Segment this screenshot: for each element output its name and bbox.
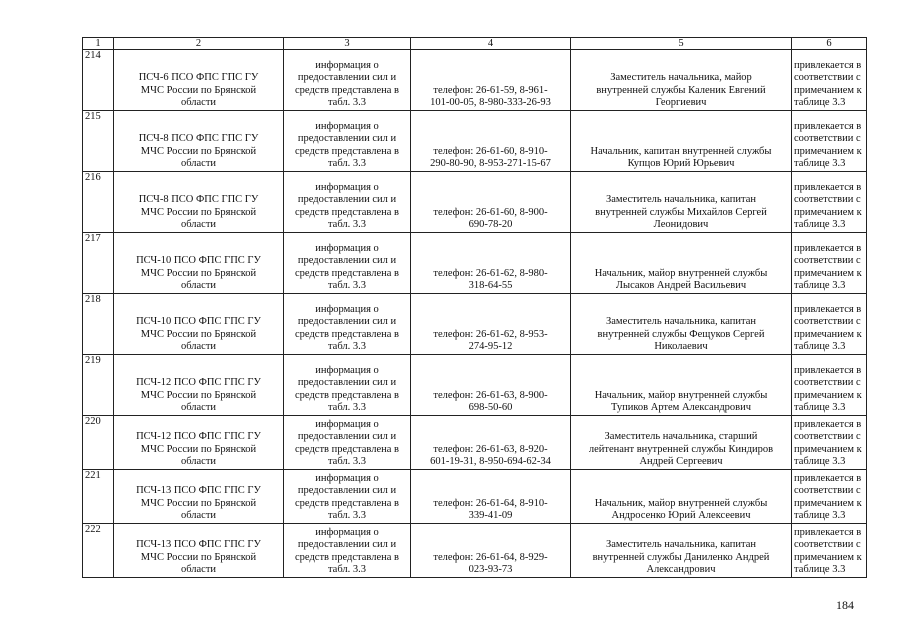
text-line: привлекается в	[794, 242, 862, 254]
text-line: информация о	[315, 120, 379, 132]
text-line: 318-64-55	[468, 280, 513, 292]
text-line: внутренней службы Даниленко Андрей	[592, 551, 770, 563]
text-line: соответствии с	[794, 485, 861, 497]
note-cell	[792, 50, 867, 111]
text-line: области	[180, 158, 217, 170]
text-line: Начальник, майор внутренней службы	[594, 497, 768, 509]
text-line: табл. 3.3	[327, 402, 367, 414]
row-number: 222	[83, 524, 114, 578]
column-header: 5	[571, 38, 792, 50]
table-row	[83, 416, 867, 470]
text-line: Заместитель начальника, старший	[604, 431, 758, 443]
text-line: ПСЧ-12 ПСО ФПС ГПС ГУ	[136, 431, 261, 443]
text-line: привлекается в	[794, 59, 862, 71]
text-line: телефон: 26-61-60, 8-910-	[433, 145, 548, 157]
official-cell	[571, 111, 792, 172]
row-number: 218	[83, 294, 114, 355]
text-line: МЧС России по Брянской	[140, 328, 257, 340]
note-cell	[792, 111, 867, 172]
text-line: МЧС России по Брянской	[140, 206, 257, 218]
text-line: ПСЧ-10 ПСО ФПС ГПС ГУ	[136, 316, 261, 328]
text-line: привлекается в	[794, 181, 862, 193]
info-cell	[284, 172, 411, 233]
column-header: 2	[114, 38, 284, 50]
unit-cell	[114, 50, 284, 111]
text-line: табл. 3.3	[327, 341, 367, 353]
text-line: таблице 3.3	[794, 158, 846, 170]
text-line: привлекается в	[794, 364, 862, 376]
text-line: соответствии с	[794, 316, 861, 328]
text-line: МЧС России по Брянской	[140, 389, 257, 401]
text-line: примечанием к	[794, 145, 862, 157]
phone-cell	[411, 172, 571, 233]
table-row	[83, 355, 867, 416]
text-line: телефон: 26-61-62, 8-953-	[433, 328, 548, 340]
text-line: Заместитель начальника, капитан	[606, 194, 756, 206]
note-cell	[792, 355, 867, 416]
text-line: лейтенант внутренней службы Киндиров	[588, 443, 774, 455]
note-cell	[792, 416, 867, 470]
info-cell	[284, 524, 411, 578]
text-line: МЧС России по Брянской	[140, 497, 257, 509]
text-line: примечанием к	[794, 389, 862, 401]
text-line: 274-95-12	[468, 341, 513, 353]
official-cell	[571, 294, 792, 355]
text-line: предоставлении сил и	[297, 485, 397, 497]
table-row	[83, 172, 867, 233]
info-cell	[284, 111, 411, 172]
text-line: телефон: 26-61-60, 8-900-	[433, 206, 548, 218]
text-line: средств представлена в	[295, 551, 399, 563]
official-cell	[571, 416, 792, 470]
text-line: телефон: 26-61-64, 8-929-	[433, 551, 548, 563]
text-line: 023-93-73	[468, 564, 513, 576]
official-cell	[571, 470, 792, 524]
text-line: Начальник, майор внутренней службы	[594, 389, 768, 401]
text-line: примечанием к	[794, 84, 862, 96]
text-line: привлекается в	[794, 303, 862, 315]
phone-cell	[411, 416, 571, 470]
text-line: Начальник, капитан внутренней службы	[590, 145, 772, 157]
text-line: ПСЧ-8 ПСО ФПС ГПС ГУ	[138, 133, 259, 145]
page-number: 184	[836, 598, 854, 612]
text-line: МЧС России по Брянской	[140, 84, 257, 96]
text-line: табл. 3.3	[327, 97, 367, 109]
phone-cell	[411, 50, 571, 111]
text-line: предоставлении сил и	[297, 255, 397, 267]
official-cell	[571, 50, 792, 111]
row-number: 217	[83, 233, 114, 294]
text-line: соответствии с	[794, 255, 861, 267]
text-line: области	[180, 402, 217, 414]
text-line: примечанием к	[794, 551, 862, 563]
column-header: 4	[411, 38, 571, 50]
text-line: информация о	[315, 181, 379, 193]
text-line: Заместитель начальника, капитан	[606, 316, 756, 328]
info-cell	[284, 50, 411, 111]
official-cell	[571, 233, 792, 294]
table-row	[83, 470, 867, 524]
text-line: 290-80-90, 8-953-271-15-67	[430, 158, 551, 170]
text-line: Николаевич	[654, 341, 708, 353]
text-line: Заместитель начальника, майор	[610, 72, 752, 84]
unit-cell	[114, 524, 284, 578]
text-line: ПСЧ-13 ПСО ФПС ГПС ГУ	[136, 485, 261, 497]
unit-cell	[114, 172, 284, 233]
text-line: таблице 3.3	[794, 456, 846, 468]
column-header: 3	[284, 38, 411, 50]
phone-cell	[411, 111, 571, 172]
text-line: телефон: 26-61-62, 8-980-	[433, 267, 548, 279]
text-line: информация о	[315, 242, 379, 254]
text-line: Георгиевич	[655, 97, 707, 109]
text-line: предоставлении сил и	[297, 133, 397, 145]
unit-cell	[114, 470, 284, 524]
note-cell	[792, 524, 867, 578]
text-line: области	[180, 219, 217, 231]
text-line: предоставлении сил и	[297, 194, 397, 206]
text-line: информация о	[315, 472, 379, 484]
text-line: 690-78-20	[468, 219, 513, 231]
text-line: ПСЧ-8 ПСО ФПС ГПС ГУ	[138, 194, 259, 206]
unit-cell	[114, 294, 284, 355]
text-line: табл. 3.3	[327, 219, 367, 231]
note-cell	[792, 233, 867, 294]
text-line: Леонидович	[653, 219, 709, 231]
row-number: 221	[83, 470, 114, 524]
text-line: внутренней службы Михайлов Сергей	[595, 206, 767, 218]
text-line: телефон: 26-61-63, 8-900-	[433, 389, 548, 401]
unit-cell	[114, 111, 284, 172]
text-line: привлекается в	[794, 418, 862, 430]
text-line: внутренней службы Фещуков Сергей	[597, 328, 765, 340]
text-line: таблице 3.3	[794, 341, 846, 353]
row-number: 220	[83, 416, 114, 470]
text-line: предоставлении сил и	[297, 539, 397, 551]
text-line: таблице 3.3	[794, 402, 846, 414]
text-line: средств представлена в	[295, 497, 399, 509]
unit-cell	[114, 355, 284, 416]
text-line: табл. 3.3	[327, 564, 367, 576]
official-cell	[571, 524, 792, 578]
text-line: информация о	[315, 59, 379, 71]
text-line: информация о	[315, 526, 379, 538]
text-line: информация о	[315, 303, 379, 315]
text-line: средств представлена в	[295, 389, 399, 401]
text-line: средств представлена в	[295, 328, 399, 340]
text-line: средств представлена в	[295, 84, 399, 96]
text-line: МЧС России по Брянской	[140, 551, 257, 563]
text-line: таблице 3.3	[794, 219, 846, 231]
table-row	[83, 50, 867, 111]
unit-cell	[114, 233, 284, 294]
text-line: предоставлении сил и	[297, 316, 397, 328]
text-line: соответствии с	[794, 72, 861, 84]
text-line: Купцов Юрий Юрьевич	[627, 158, 735, 170]
text-line: области	[180, 564, 217, 576]
text-line: предоставлении сил и	[297, 431, 397, 443]
phone-cell	[411, 470, 571, 524]
text-line: примечанием к	[794, 443, 862, 455]
text-line: Андрей Сергеевич	[639, 456, 723, 468]
text-line: информация о	[315, 418, 379, 430]
text-line: области	[180, 456, 217, 468]
row-number: 215	[83, 111, 114, 172]
text-line: соответствии с	[794, 539, 861, 551]
text-line: примечанием к	[794, 328, 862, 340]
table-row	[83, 524, 867, 578]
text-line: Андросенко Юрий Алексеевич	[611, 510, 751, 522]
text-line: привлекается в	[794, 120, 862, 132]
text-line: средств представлена в	[295, 145, 399, 157]
text-line: ПСЧ-13 ПСО ФПС ГПС ГУ	[136, 539, 261, 551]
text-line: таблице 3.3	[794, 510, 846, 522]
text-line: табл. 3.3	[327, 456, 367, 468]
text-line: соответствии с	[794, 194, 861, 206]
text-line: таблице 3.3	[794, 97, 846, 109]
info-cell	[284, 294, 411, 355]
text-line: табл. 3.3	[327, 158, 367, 170]
text-line: таблице 3.3	[794, 280, 846, 292]
text-line: привлекается в	[794, 472, 862, 484]
text-line: 698-50-60	[468, 402, 513, 414]
unit-cell	[114, 416, 284, 470]
text-line: ПСЧ-10 ПСО ФПС ГПС ГУ	[136, 255, 261, 267]
table-row	[83, 294, 867, 355]
text-line: привлекается в	[794, 526, 862, 538]
note-cell	[792, 470, 867, 524]
info-cell	[284, 233, 411, 294]
phone-cell	[411, 233, 571, 294]
table-row	[83, 111, 867, 172]
text-line: внутренней службы Каленик Евгений	[596, 84, 766, 96]
text-line: табл. 3.3	[327, 280, 367, 292]
row-number: 219	[83, 355, 114, 416]
text-line: области	[180, 341, 217, 353]
text-line: примечанием к	[794, 206, 862, 218]
text-line: примечанием к	[794, 497, 862, 509]
info-cell	[284, 470, 411, 524]
text-line: соответствии с	[794, 377, 861, 389]
text-line: телефон: 26-61-59, 8-961-	[433, 84, 548, 96]
text-line: соответствии с	[794, 431, 861, 443]
phone-cell	[411, 524, 571, 578]
row-number: 214	[83, 50, 114, 111]
text-line: Тупиков Артем Александрович	[610, 402, 752, 414]
official-cell	[571, 355, 792, 416]
text-line: области	[180, 280, 217, 292]
text-line: 101-00-05, 8-980-333-26-93	[430, 97, 551, 109]
text-line: телефон: 26-61-63, 8-920-	[433, 443, 548, 455]
text-line: ПСЧ-12 ПСО ФПС ГПС ГУ	[136, 377, 261, 389]
row-number: 216	[83, 172, 114, 233]
text-line: области	[180, 97, 217, 109]
text-line: Заместитель начальника, капитан	[606, 539, 756, 551]
official-cell	[571, 172, 792, 233]
text-line: соответствии с	[794, 133, 861, 145]
text-line: табл. 3.3	[327, 510, 367, 522]
column-header: 1	[83, 38, 114, 50]
text-line: 601-19-31, 8-950-694-62-34	[430, 456, 551, 468]
text-line: 339-41-09	[468, 510, 513, 522]
text-line: МЧС России по Брянской	[140, 267, 257, 279]
text-line: МЧС России по Брянской	[140, 443, 257, 455]
info-cell	[284, 355, 411, 416]
text-line: Лысаков Андрей Васильевич	[615, 280, 747, 292]
text-line: телефон: 26-61-64, 8-910-	[433, 497, 548, 509]
text-line: таблице 3.3	[794, 564, 846, 576]
header-row	[83, 38, 867, 50]
phone-cell	[411, 294, 571, 355]
column-header: 6	[792, 38, 867, 50]
text-line: средств представлена в	[295, 267, 399, 279]
note-cell	[792, 294, 867, 355]
data-table	[82, 37, 867, 578]
text-line: информация о	[315, 364, 379, 376]
text-line: Александрович	[646, 564, 716, 576]
phone-cell	[411, 355, 571, 416]
text-line: предоставлении сил и	[297, 72, 397, 84]
text-line: средств представлена в	[295, 206, 399, 218]
text-line: средств представлена в	[295, 443, 399, 455]
info-cell	[284, 416, 411, 470]
text-line: ПСЧ-6 ПСО ФПС ГПС ГУ	[138, 72, 259, 84]
text-line: области	[180, 510, 217, 522]
table-row	[83, 233, 867, 294]
text-line: МЧС России по Брянской	[140, 145, 257, 157]
text-line: примечанием к	[794, 267, 862, 279]
text-line: Начальник, майор внутренней службы	[594, 267, 768, 279]
note-cell	[792, 172, 867, 233]
text-line: предоставлении сил и	[297, 377, 397, 389]
